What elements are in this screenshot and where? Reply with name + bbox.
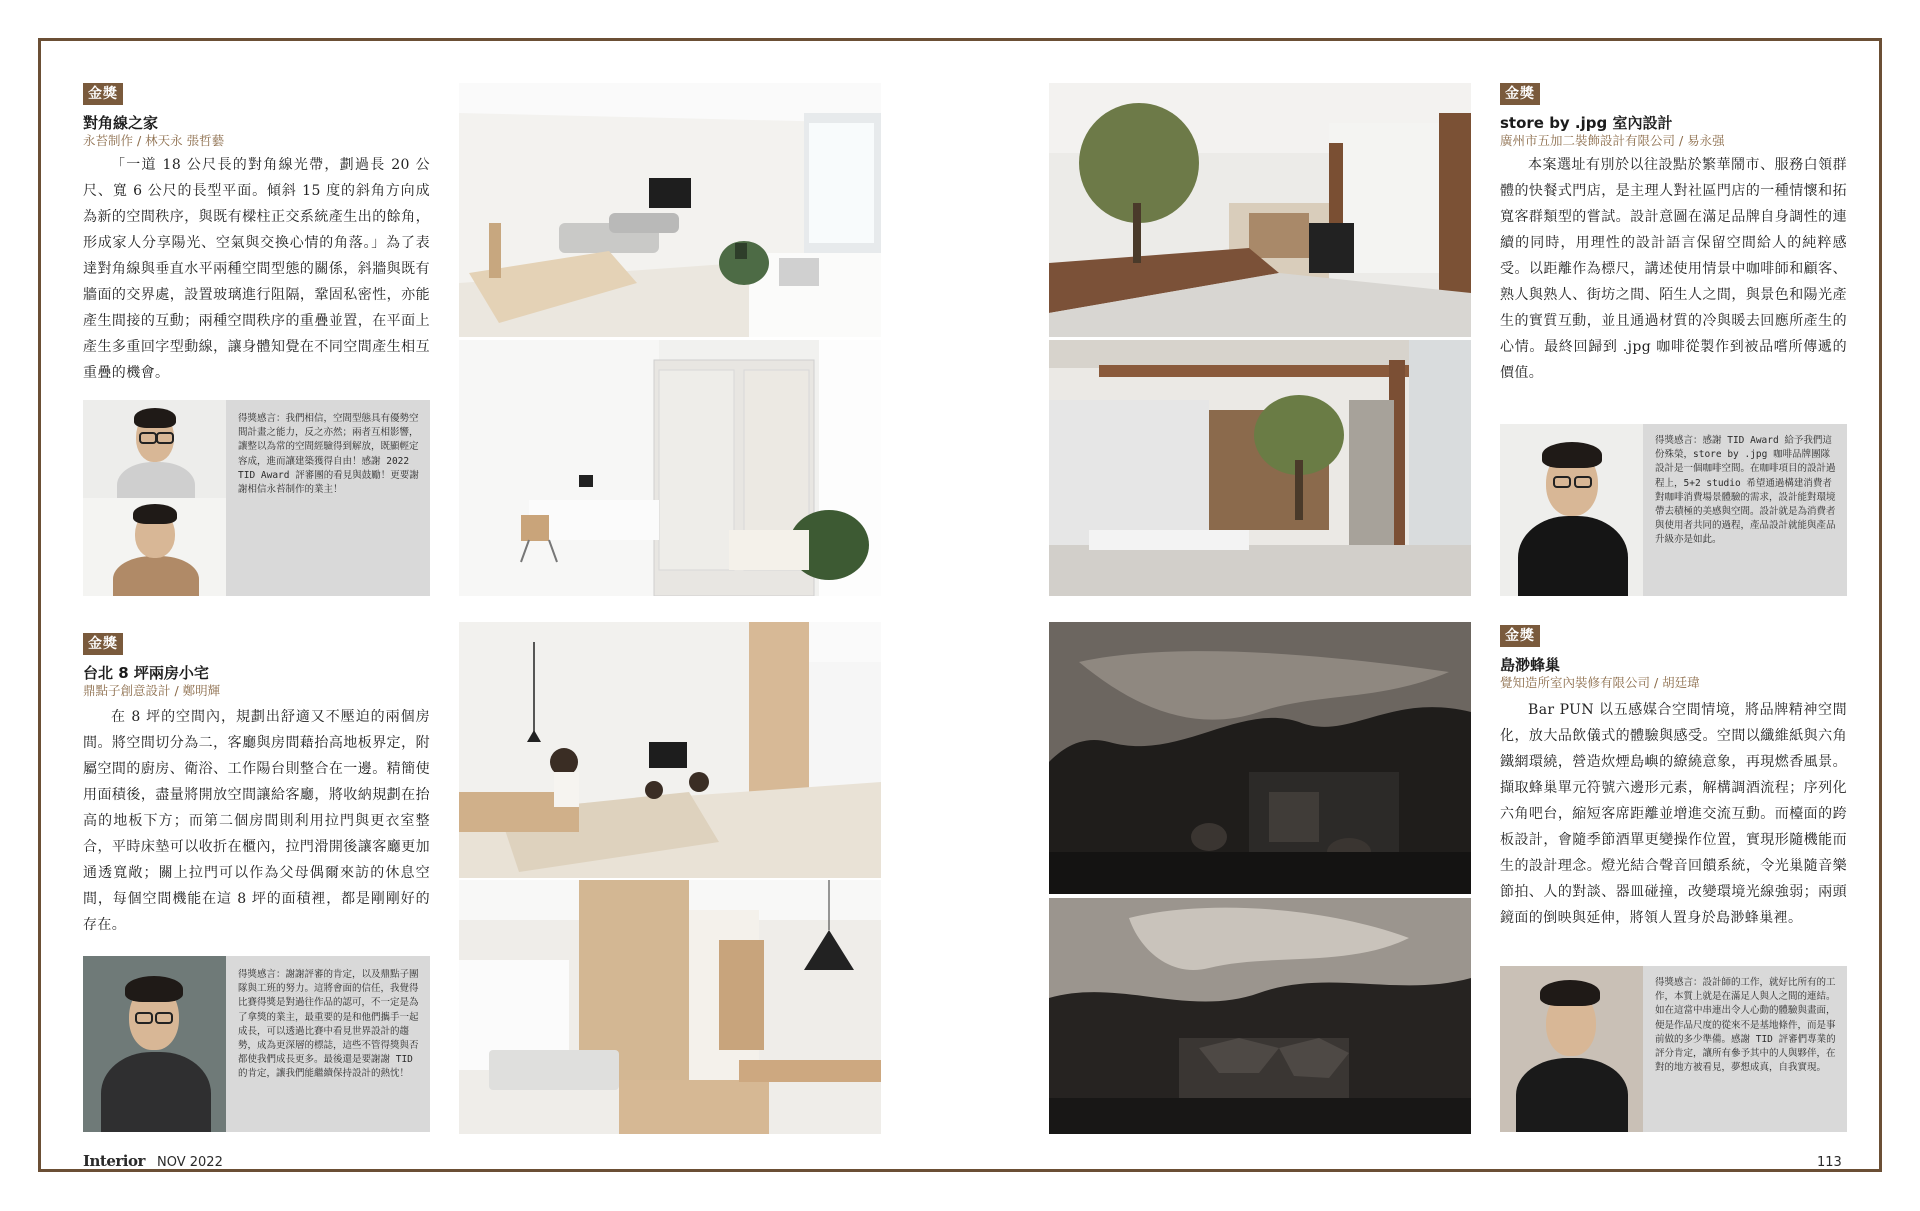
designer-portrait [83,400,226,498]
designer-portrait [83,498,226,596]
interior-photo [1049,898,1471,1134]
quote-box [1500,966,1847,1132]
quote-box [1500,424,1847,596]
interior-photo [459,340,881,596]
award-quote: 得獎感言：我們相信，空間型態具有優勢空間計畫之能力，反之亦然；兩者互相影響，讓整以為常的空間經驗得到解放，既顯輕定容成，進而讓建築獲得自由！感謝 2022 TID Award 評審團的看見與鼓勵！更要謝謝相信永苔制作的業主！ [238,413,419,496]
project-credit: 覺知造所室內裝修有限公司 / 胡廷瑋 [1500,675,1700,690]
award-badge: 金獎 [1500,83,1540,105]
description-text: Bar PUN 以五感媒合空間情境，將品牌精神空間化，放大品飲儀式的體驗與感受。空間以纖維紙與六角鐵網環繞，營造炊煙島嶼的繚繞意象，再現燃香風景。擷取蜂巢單元符號六邊形元素，解構調酒流程；序列化六角吧台，縮短客席距離並增進交流互動。而檯面的跨板設計，會隨季節酒單更變操作位置，實現形隨機能而生的設計理念。燈光結合聲音回饋系統，令光巢隨音樂節拍、人的對談、器皿碰撞，改變環境光線強弱；兩頭鏡面的倒映與延伸，將領人置身於島渺蜂巢裡。 [1500,702,1847,926]
project-description [1500,697,1847,957]
award-badge: 金獎 [83,633,123,655]
project-description [83,704,430,936]
interior-photo [1049,83,1471,337]
designer-portrait [1500,424,1643,596]
interior-photo [1049,340,1471,596]
project-credit: 永苔制作 / 林天永 張哲藝 [83,133,225,148]
interior-photo [459,880,881,1134]
project-credit: 鼎點子創意設計 / 鄭明輝 [83,683,221,698]
description-text: 本案選址有別於以往設點於繁華鬧市、服務白領群體的快餐式門店，是主理人對社區門店的一種情懷和拓寬客群類型的嘗試。設計意圖在滿足品牌自身調性的連續的同時，用理性的設計語言保留空間給人的純粹感受。以距離作為標尺，講述使用情景中咖啡師和顧客、熟人與熟人、街坊之間、陌生人之間，與景色和陽光產生的實質互動，並且通過材質的冷與暖去回應所產生的心情。最終回歸到 .jpg 咖啡從製作到被品嚐所傳遞的價值。 [1500,157,1847,381]
award-badge: 金獎 [83,83,123,105]
interior-photo [1049,622,1471,894]
award-quote: 得獎感言：設計師的工作，就好比所有的工作，本質上就是在滿足人與人之間的連結。如在這當中串連出令人心動的體驗與畫面，便是作品尺度的從來不是基地條件，而是事前做的多少準備。感謝 TID 評審們專業的評分肯定，讓所有參予其中的人與夥伴，在對的地方被看見，夢想成真，自我實現。 [1655,977,1836,1074]
award-quote: 得獎感言：感謝 TID Award 給予我們這份殊榮，store by .jpg 咖啡品牌團隊設計是一個咖啡空間。在咖啡項目的設計過程上，5+2 studio 希望通過構建消費者對咖啡消費場景體驗的需求，設計能對環境帶去積極的美感與空間。設計就是為消費者與使用者共同的過程，產品設計就能與產品升級亦是如此。 [1655,435,1836,546]
designer-portrait [83,956,226,1132]
interior-photo [459,622,881,878]
magazine-logo: Interior [83,1152,145,1170]
project-title: 對角線之家 [83,114,159,132]
designer-portrait [1500,966,1643,1132]
interior-photo [459,83,881,337]
description-text: 「一道 18 公尺長的對角線光帶，劃過長 20 公尺、寬 6 公尺的長型平面。傾斜 15 度的斜角方向成為新的空間秩序，與既有樑柱正交系統產生出的餘角，形成家人分享陽光、空氣與交換心情的角落。」為了表達對角線與垂直水平兩種空間型態的關係，斜牆與既有牆面的交界處，設置玻璃進行阻隔，鞏固私密性，亦能產生間接的互動；兩種空間秩序的重疊並置，在平面上產生多重回字型動線，讓身體知覺在不同空間產生相互重疊的機會。 [83,157,430,381]
description-text: 在 8 坪的空間內，規劃出舒適又不壓迫的兩個房間。將空間切分為二，客廳與房間藉抬高地板界定，附屬空間的廚房、衛浴、工作陽台則整合在一邊。精簡使用面積後，盡量將開放空間讓給客廳，將收納規劃在抬高的地板下方；而第二個房間則利用拉門與更衣室整合，平時床墊可以收折在櫃內，拉門滑開後讓客廳更加通透寬敞；關上拉門可以作為父母偶爾來訪的休息空間，每個空間機能在這 8 坪的面積裡，都是剛剛好的存在。 [83,709,430,933]
page-number: 113 [1817,1155,1842,1170]
project-description [1500,152,1847,384]
award-badge: 金獎 [1500,625,1540,647]
issue-date: NOV 2022 [157,1155,223,1170]
quote-box [83,956,430,1132]
project-title: 島渺蜂巢 [1500,656,1561,674]
award-quote: 得獎感言：謝謝評審的肯定，以及鼎點子團隊與工班的努力。這將會面的信任，我覺得比賽得獎是對過往作品的認可，不一定是為了拿獎的業主，最重要的是和他們攜手一起成長，可以透過比賽中看見世界設計的趨勢，成為更深層的標誌，這些不管得獎與否都使我們成長更多。最後還是要謝謝 TID 的肯定，讓我們能繼續保持設計的熱忱！ [238,969,419,1080]
project-credit: 廣州市五加二裝飾設計有限公司 / 易永强 [1500,133,1725,148]
project-title: 台北 8 坪兩房小宅 [83,664,209,682]
quote-box [83,400,430,596]
project-description [83,152,430,384]
project-title: store by .jpg 室內設計 [1500,114,1673,132]
